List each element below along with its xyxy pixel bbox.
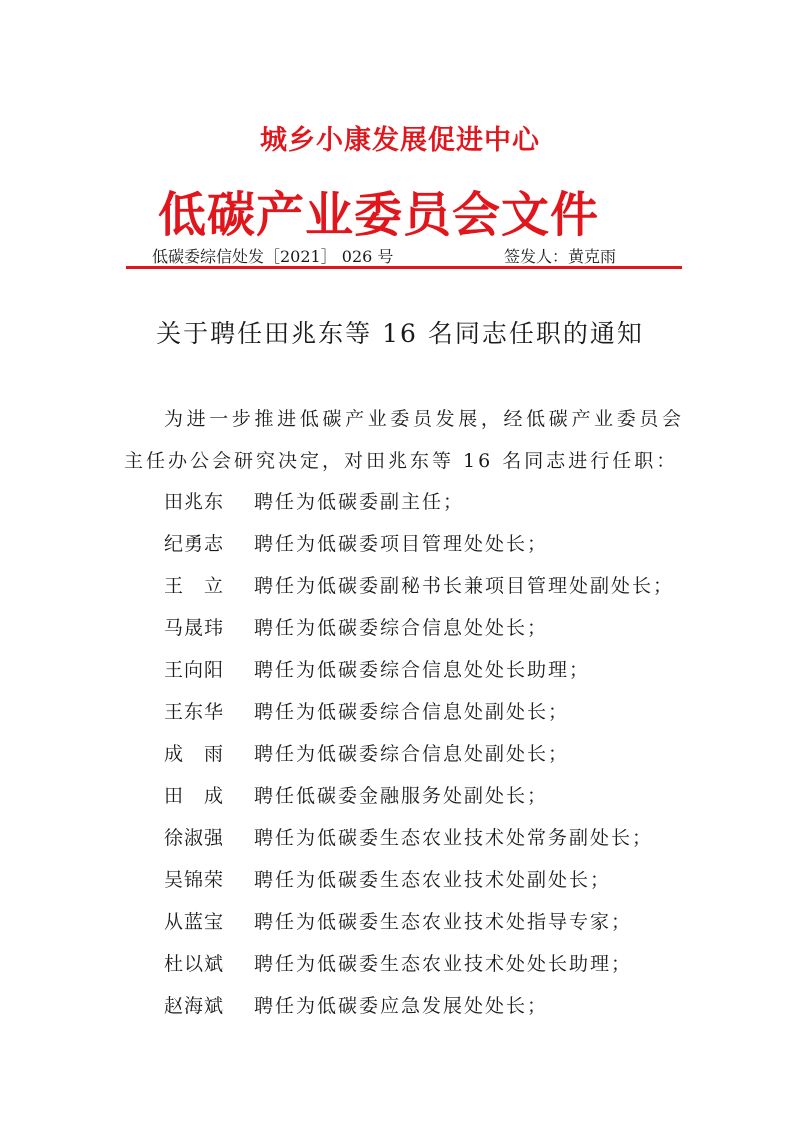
document-title: 低碳产业委员会文件 bbox=[158, 187, 600, 243]
appointee-role: 聘任为低碳委综合信息处处长； bbox=[254, 617, 549, 639]
appointment-item bbox=[164, 775, 674, 817]
appointee-role: 聘任为低碳委生态农业技术处指导专家； bbox=[254, 911, 633, 933]
appointment-item bbox=[164, 523, 674, 565]
red-divider bbox=[126, 266, 682, 269]
appointment-item bbox=[164, 985, 674, 1027]
appointee-role: 聘任为低碳委综合信息处副处长； bbox=[254, 743, 570, 765]
document-number: 低碳委综信处发［2021］ 026 号 bbox=[152, 247, 394, 266]
appointee-role: 聘任低碳委金融服务处副处长； bbox=[254, 785, 549, 807]
appointment-list bbox=[164, 481, 674, 1027]
appointment-item bbox=[164, 901, 674, 943]
appointee-name: 田 成 bbox=[164, 785, 225, 807]
appointee-name: 王向阳 bbox=[164, 659, 225, 681]
appointment-item bbox=[164, 733, 674, 775]
appointment-item bbox=[164, 817, 674, 859]
appointee-role: 聘任为低碳委副主任； bbox=[254, 491, 465, 513]
appointee-name: 从蓝宝 bbox=[164, 911, 225, 933]
notice-heading: 关于聘任田兆东等 16 名同志任职的通知 bbox=[156, 319, 644, 348]
appointee-name: 马晟玮 bbox=[164, 617, 225, 639]
appointee-role: 聘任为低碳委项目管理处处长； bbox=[254, 533, 549, 555]
appointee-name: 成 雨 bbox=[164, 743, 225, 765]
appointee-name: 王 立 bbox=[164, 575, 225, 597]
appointee-role: 聘任为低碳委生态农业技术处常务副处长； bbox=[254, 827, 654, 849]
appointment-item bbox=[164, 607, 674, 649]
appointment-item bbox=[164, 859, 674, 901]
appointee-name: 田兆东 bbox=[164, 491, 225, 513]
appointee-role: 聘任为低碳委副秘书长兼项目管理处副处长； bbox=[254, 575, 675, 597]
appointee-role: 聘任为低碳委综合信息处处长助理； bbox=[254, 659, 591, 681]
appointment-item bbox=[164, 649, 674, 691]
appointee-name: 纪勇志 bbox=[164, 533, 225, 555]
appointment-item bbox=[164, 691, 674, 733]
issuer: 签发人：黄克雨 bbox=[504, 247, 617, 266]
appointee-name: 杜以斌 bbox=[164, 953, 225, 975]
appointee-role: 聘任为低碳委综合信息处副处长； bbox=[254, 701, 570, 723]
notice-intro: 为进一步推进低碳产业委员发展，经低碳产业委员会主任办公会研究决定，对田兆东等 16 名同志进行任职： bbox=[124, 408, 684, 472]
appointee-name: 王东华 bbox=[164, 701, 225, 723]
appointee-role: 聘任为低碳委应急发展处处长； bbox=[254, 995, 549, 1017]
appointee-name: 徐淑强 bbox=[164, 827, 225, 849]
appointment-item bbox=[164, 565, 674, 607]
appointee-name: 赵海斌 bbox=[164, 995, 225, 1017]
appointee-role: 聘任为低碳委生态农业技术处处长助理； bbox=[254, 953, 633, 975]
appointment-item bbox=[164, 943, 674, 985]
appointee-role: 聘任为低碳委生态农业技术处副处长； bbox=[254, 869, 612, 891]
appointee-name: 吴锦荣 bbox=[164, 869, 225, 891]
appointment-item bbox=[164, 481, 674, 523]
organization-name: 城乡小康发展促进中心 bbox=[260, 125, 540, 156]
